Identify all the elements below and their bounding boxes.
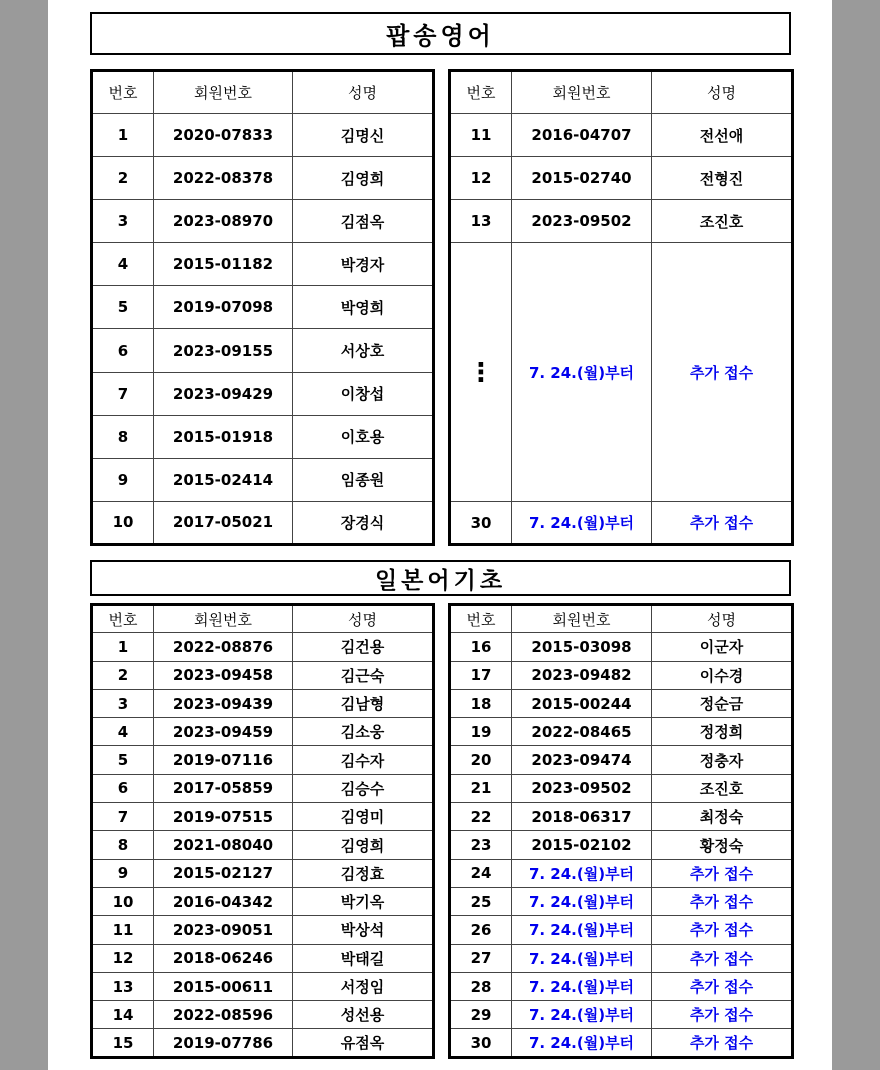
- japanese-table-right: [448, 603, 794, 1059]
- table-row: [450, 916, 793, 944]
- table-row: [450, 157, 793, 200]
- member-number: 2023-08970: [154, 200, 293, 243]
- row-number: 8: [92, 831, 154, 859]
- table-row: [92, 859, 434, 887]
- table-row: [450, 972, 793, 1000]
- table-row: [92, 831, 434, 859]
- member-name: 추가 접수: [652, 944, 793, 972]
- table-row: [92, 887, 434, 915]
- member-number: 7. 24.(월)부터: [512, 243, 652, 502]
- row-number: 29: [450, 1001, 512, 1029]
- member-name: 정순금: [652, 689, 793, 717]
- row-number: 28: [450, 972, 512, 1000]
- member-name: 김남형: [293, 689, 434, 717]
- table-row: [450, 746, 793, 774]
- member-name: 이호용: [293, 415, 434, 458]
- member-number: 2018-06317: [512, 803, 652, 831]
- table-row: [92, 1029, 434, 1057]
- member-number: 2023-09474: [512, 746, 652, 774]
- row-number: 7: [92, 372, 154, 415]
- member-name: 조진호: [652, 774, 793, 802]
- table-row: [450, 859, 793, 887]
- table-row: [450, 200, 793, 243]
- table-row: [450, 633, 793, 661]
- column-header: 회원번호: [512, 605, 652, 633]
- row-number: 11: [92, 916, 154, 944]
- column-header: 성명: [652, 71, 793, 114]
- member-number: 2023-09459: [154, 718, 293, 746]
- row-number: 27: [450, 944, 512, 972]
- table-header-row: [92, 71, 434, 114]
- row-number: 2: [92, 661, 154, 689]
- table-row: [92, 633, 434, 661]
- row-number: 23: [450, 831, 512, 859]
- member-number: 2022-08465: [512, 718, 652, 746]
- table-row: [450, 774, 793, 802]
- member-name: 김건용: [293, 633, 434, 661]
- member-number: 7. 24.(월)부터: [512, 887, 652, 915]
- column-header: 번호: [450, 605, 512, 633]
- column-header: 성명: [293, 71, 434, 114]
- table-header-row: [450, 71, 793, 114]
- column-header: 회원번호: [512, 71, 652, 114]
- member-name: 김점옥: [293, 200, 434, 243]
- row-number: 9: [92, 458, 154, 501]
- row-number: 1: [92, 114, 154, 157]
- row-number: 12: [450, 157, 512, 200]
- row-number: 13: [92, 972, 154, 1000]
- member-number: 2023-09155: [154, 329, 293, 372]
- table-row: [92, 1001, 434, 1029]
- table-row: [450, 831, 793, 859]
- member-number: 2022-08876: [154, 633, 293, 661]
- member-number: 2015-02127: [154, 859, 293, 887]
- member-number: 2015-02740: [512, 157, 652, 200]
- table-row: [92, 114, 434, 157]
- row-number: 19: [450, 718, 512, 746]
- row-number: 12: [92, 944, 154, 972]
- row-number: 9: [92, 859, 154, 887]
- member-name: 정정희: [652, 718, 793, 746]
- member-number: 2023-09439: [154, 689, 293, 717]
- row-number: 14: [92, 1001, 154, 1029]
- table-row: [92, 916, 434, 944]
- member-number: 2017-05859: [154, 774, 293, 802]
- member-name: 박태길: [293, 944, 434, 972]
- member-number: 2015-03098: [512, 633, 652, 661]
- table-row: [450, 1029, 793, 1057]
- member-name: 김영희: [293, 831, 434, 859]
- table-row: [92, 286, 434, 329]
- member-number: 2017-05021: [154, 501, 293, 544]
- member-number: 2015-01918: [154, 415, 293, 458]
- table-row: [92, 200, 434, 243]
- member-number: 2022-08378: [154, 157, 293, 200]
- member-name: 박상석: [293, 916, 434, 944]
- member-name: 김수자: [293, 746, 434, 774]
- row-number: 1: [92, 633, 154, 661]
- member-name: 정충자: [652, 746, 793, 774]
- member-name: 추가 접수: [652, 1001, 793, 1029]
- member-name: 최정숙: [652, 803, 793, 831]
- table-header-row: [450, 605, 793, 633]
- table-row: [92, 501, 434, 544]
- row-number: 2: [92, 157, 154, 200]
- row-number: 18: [450, 689, 512, 717]
- member-name: 추가 접수: [652, 916, 793, 944]
- member-name: 조진호: [652, 200, 793, 243]
- member-number: 2015-01182: [154, 243, 293, 286]
- table-row: [92, 372, 434, 415]
- row-number: 22: [450, 803, 512, 831]
- column-header: 성명: [652, 605, 793, 633]
- table-row: [92, 329, 434, 372]
- member-name: 김영미: [293, 803, 434, 831]
- member-name: 김근숙: [293, 661, 434, 689]
- table-row: [450, 803, 793, 831]
- row-number: 6: [92, 774, 154, 802]
- member-name: 김소웅: [293, 718, 434, 746]
- member-name: 이군자: [652, 633, 793, 661]
- member-name: 이수경: [652, 661, 793, 689]
- member-number: 2015-02102: [512, 831, 652, 859]
- member-number: 2020-07833: [154, 114, 293, 157]
- member-name: 김명신: [293, 114, 434, 157]
- table-row: [92, 718, 434, 746]
- member-number: 2015-00244: [512, 689, 652, 717]
- member-name: 박영희: [293, 286, 434, 329]
- member-name: 장경식: [293, 501, 434, 544]
- member-name: 서정임: [293, 972, 434, 1000]
- row-number: 4: [92, 243, 154, 286]
- member-number: 2015-00611: [154, 972, 293, 1000]
- member-name: 전선애: [652, 114, 793, 157]
- pop-english-table-right: [448, 69, 794, 546]
- table-row: [450, 661, 793, 689]
- member-name: 추가 접수: [652, 1029, 793, 1057]
- row-number: 10: [92, 501, 154, 544]
- row-number: 3: [92, 200, 154, 243]
- member-name: 추가 접수: [652, 972, 793, 1000]
- column-header: 회원번호: [154, 605, 293, 633]
- row-number: 20: [450, 746, 512, 774]
- member-number: 2021-08040: [154, 831, 293, 859]
- table-row: [92, 972, 434, 1000]
- table-row: [450, 718, 793, 746]
- vertical-ellipsis: ⋮: [468, 355, 494, 387]
- member-number: 2023-09502: [512, 200, 652, 243]
- table-row: [92, 415, 434, 458]
- table-row: [92, 689, 434, 717]
- member-number: 2018-06246: [154, 944, 293, 972]
- member-number: 7. 24.(월)부터: [512, 972, 652, 1000]
- member-number: 2016-04707: [512, 114, 652, 157]
- member-number: 2023-09429: [154, 372, 293, 415]
- row-number: 25: [450, 887, 512, 915]
- member-number: 7. 24.(월)부터: [512, 916, 652, 944]
- member-number: 7. 24.(월)부터: [512, 859, 652, 887]
- row-number: 3: [92, 689, 154, 717]
- member-name: 김승수: [293, 774, 434, 802]
- column-header: 번호: [92, 605, 154, 633]
- table-row: [450, 887, 793, 915]
- japanese-table-left: [90, 603, 435, 1059]
- row-ellipsis: [450, 243, 512, 502]
- table-row: [92, 944, 434, 972]
- table-row-gap: [450, 243, 793, 502]
- row-number: 24: [450, 859, 512, 887]
- column-header: 번호: [92, 71, 154, 114]
- table-row: [92, 803, 434, 831]
- member-number: 7. 24.(월)부터: [512, 1001, 652, 1029]
- section-title-japanese-basic: 일본어기초: [90, 560, 791, 596]
- row-number: 17: [450, 661, 512, 689]
- member-name: 추가 접수: [652, 887, 793, 915]
- member-name: 김정효: [293, 859, 434, 887]
- table-row: [450, 502, 793, 545]
- section-title-pop-english: 팝송영어: [90, 12, 791, 55]
- member-name: 김영희: [293, 157, 434, 200]
- row-number: 10: [92, 887, 154, 915]
- row-number: 26: [450, 916, 512, 944]
- member-name: 성선용: [293, 1001, 434, 1029]
- row-number: 5: [92, 746, 154, 774]
- member-number: 2023-09502: [512, 774, 652, 802]
- member-number: 2016-04342: [154, 887, 293, 915]
- document-page: [48, 0, 832, 1070]
- member-number: 2023-09458: [154, 661, 293, 689]
- table-header-row: [92, 605, 434, 633]
- member-number: 2019-07116: [154, 746, 293, 774]
- member-number: 7. 24.(월)부터: [512, 1029, 652, 1057]
- member-name: 이창섭: [293, 372, 434, 415]
- member-name: 황정숙: [652, 831, 793, 859]
- row-number: 6: [92, 329, 154, 372]
- member-name: 서상호: [293, 329, 434, 372]
- member-number: 2015-02414: [154, 458, 293, 501]
- pop-english-table-left: [90, 69, 435, 546]
- table-row: [450, 114, 793, 157]
- row-number: 13: [450, 200, 512, 243]
- row-number: 30: [450, 1029, 512, 1057]
- table-row: [92, 157, 434, 200]
- member-number: 2019-07098: [154, 286, 293, 329]
- member-number: 2019-07786: [154, 1029, 293, 1057]
- member-name: 추가 접수: [652, 502, 793, 545]
- member-number: 2023-09482: [512, 661, 652, 689]
- member-name: 박기옥: [293, 887, 434, 915]
- member-number: 7. 24.(월)부터: [512, 502, 652, 545]
- row-number: 8: [92, 415, 154, 458]
- table-row: [92, 661, 434, 689]
- member-number: 2023-09051: [154, 916, 293, 944]
- row-number: 11: [450, 114, 512, 157]
- column-header: 성명: [293, 605, 434, 633]
- table-row: [92, 458, 434, 501]
- member-number: 2022-08596: [154, 1001, 293, 1029]
- member-name: 전형진: [652, 157, 793, 200]
- member-name: 유점옥: [293, 1029, 434, 1057]
- table-row: [450, 1001, 793, 1029]
- member-name: 추가 접수: [652, 859, 793, 887]
- row-number: 16: [450, 633, 512, 661]
- member-number: 2019-07515: [154, 803, 293, 831]
- table-row: [92, 243, 434, 286]
- member-name: 박경자: [293, 243, 434, 286]
- table-row: [450, 944, 793, 972]
- row-number: 21: [450, 774, 512, 802]
- column-header: 번호: [450, 71, 512, 114]
- row-number: 15: [92, 1029, 154, 1057]
- member-name: 임종원: [293, 458, 434, 501]
- row-number: 5: [92, 286, 154, 329]
- row-number: 30: [450, 502, 512, 545]
- column-header: 회원번호: [154, 71, 293, 114]
- table-row: [92, 774, 434, 802]
- row-number: 4: [92, 718, 154, 746]
- member-name: 추가 접수: [652, 243, 793, 502]
- table-row: [450, 689, 793, 717]
- row-number: 7: [92, 803, 154, 831]
- member-number: 7. 24.(월)부터: [512, 944, 652, 972]
- table-row: [92, 746, 434, 774]
